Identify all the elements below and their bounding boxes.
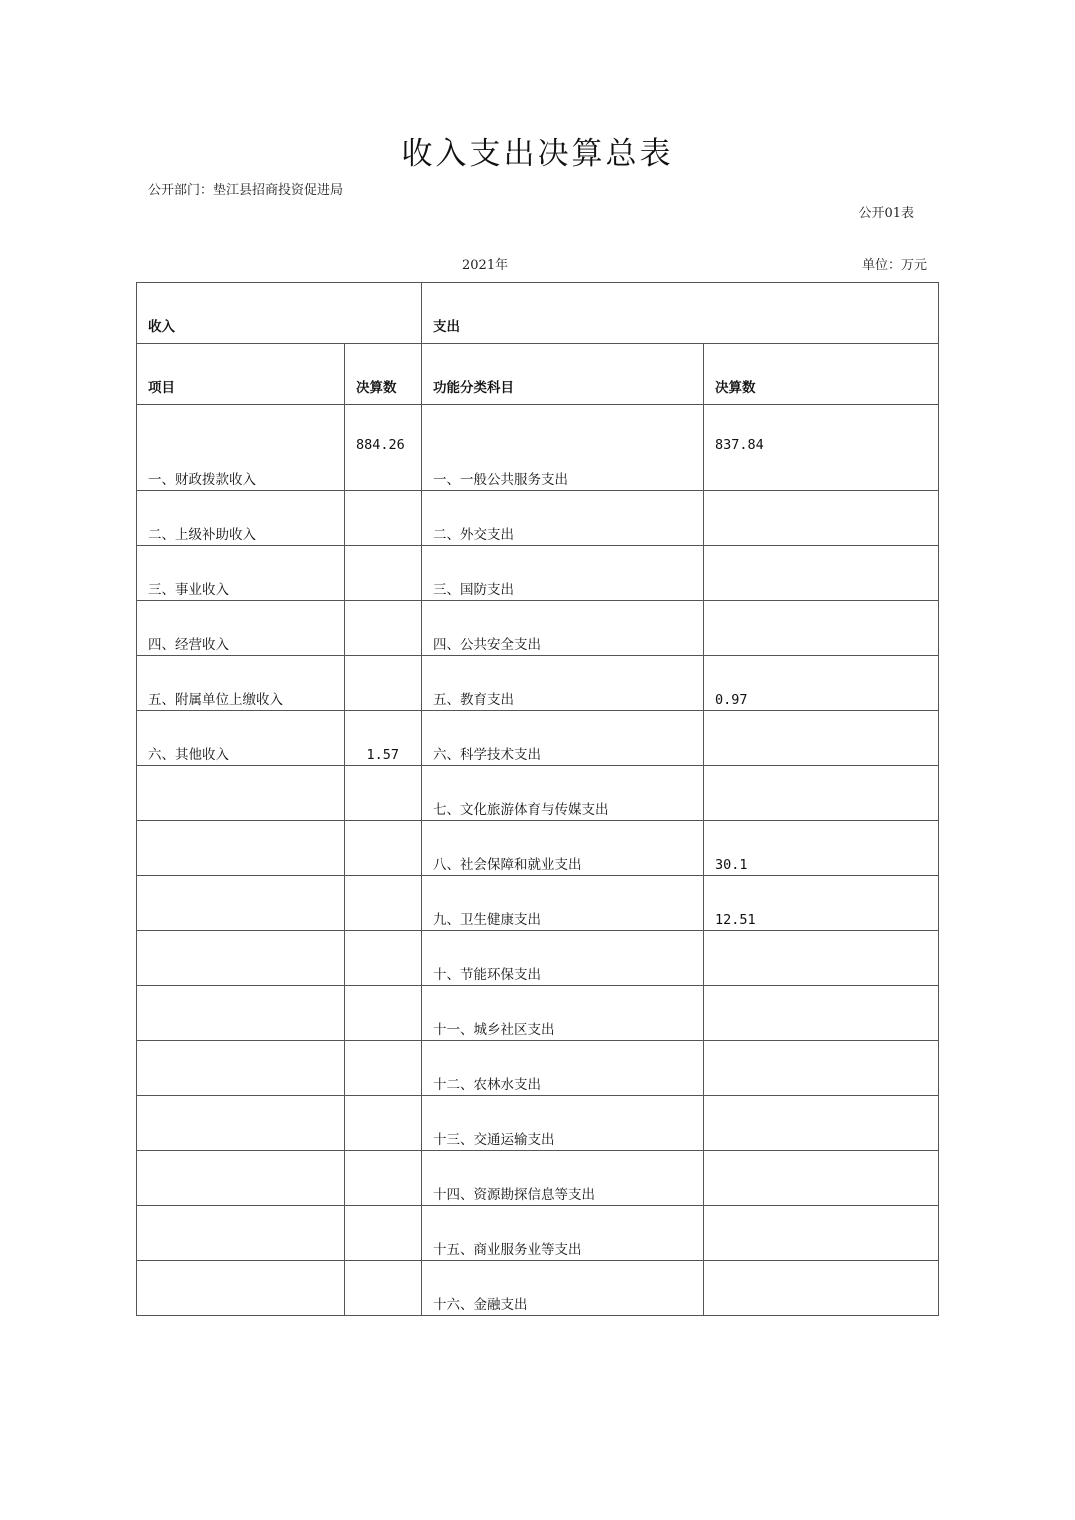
income-amount-cell (345, 491, 422, 546)
income-item-cell (137, 766, 345, 821)
income-section-header: 收入 (137, 283, 422, 344)
expense-item-cell: 五、教育支出 (422, 656, 704, 711)
expense-amount-cell: 837.84 (704, 405, 939, 491)
form-number: 公开01表 (858, 206, 914, 221)
income-item-cell (137, 986, 345, 1041)
expense-item-cell: 七、文化旅游体育与传媒支出 (422, 766, 704, 821)
expense-amount-cell (704, 1151, 939, 1206)
expense-item-cell: 三、国防支出 (422, 546, 704, 601)
table-row (137, 986, 939, 1041)
income-item-cell: 六、其他收入 (137, 711, 345, 766)
income-amount-cell (345, 1261, 422, 1316)
income-item-cell: 二、上级补助收入 (137, 491, 345, 546)
expense-amount-cell (704, 986, 939, 1041)
income-amount-cell (345, 656, 422, 711)
expense-item-cell: 十四、资源勘探信息等支出 (422, 1151, 704, 1206)
report-year: 2021年 (462, 258, 509, 273)
income-item-cell: 四、经营收入 (137, 601, 345, 656)
column-header-item: 项目 (137, 344, 345, 405)
table-row (137, 546, 939, 601)
income-amount-cell (345, 601, 422, 656)
column-header-expense-amount: 决算数 (704, 344, 939, 405)
expense-amount-cell (704, 1041, 939, 1096)
income-item-cell (137, 1041, 345, 1096)
income-item-cell (137, 1261, 345, 1316)
income-item-cell (137, 876, 345, 931)
expense-item-cell: 六、科学技术支出 (422, 711, 704, 766)
column-header-function: 功能分类科目 (422, 344, 704, 405)
expense-item-cell: 四、公共安全支出 (422, 601, 704, 656)
expense-amount-cell: 12.51 (704, 876, 939, 931)
income-item-cell (137, 931, 345, 986)
expense-amount-cell (704, 766, 939, 821)
income-amount-cell (345, 986, 422, 1041)
income-amount-cell (345, 876, 422, 931)
income-amount-cell (345, 1041, 422, 1096)
expense-amount-cell: 30.1 (704, 821, 939, 876)
income-amount-cell (345, 546, 422, 601)
income-item-cell (137, 1206, 345, 1261)
expense-item-cell: 十六、金融支出 (422, 1261, 704, 1316)
table-row (137, 766, 939, 821)
expense-amount-cell: 0.97 (704, 656, 939, 711)
department-label: 公开部门：垫江县招商投资促进局 (148, 183, 344, 198)
income-item-cell: 一、财政拨款收入 (137, 405, 345, 491)
income-amount-cell (345, 1151, 422, 1206)
income-amount-cell (345, 1096, 422, 1151)
table-row (137, 1261, 939, 1316)
income-amount-cell (345, 931, 422, 986)
expense-section-header: 支出 (422, 283, 939, 344)
table-row (137, 821, 939, 876)
expense-item-cell: 十三、交通运输支出 (422, 1096, 704, 1151)
table-section-header-row (137, 283, 939, 344)
income-item-cell: 三、事业收入 (137, 546, 345, 601)
expense-item-cell: 十、节能环保支出 (422, 931, 704, 986)
table-row (137, 711, 939, 766)
expense-amount-cell (704, 1096, 939, 1151)
expense-amount-cell (704, 546, 939, 601)
page-title: 收入支出决算总表 (401, 136, 674, 172)
table-row (137, 405, 939, 491)
table-row (137, 1041, 939, 1096)
table-row (137, 876, 939, 931)
income-item-cell (137, 1151, 345, 1206)
expense-amount-cell (704, 601, 939, 656)
expense-item-cell: 一、一般公共服务支出 (422, 405, 704, 491)
expense-amount-cell (704, 711, 939, 766)
income-item-cell (137, 821, 345, 876)
table-row (137, 491, 939, 546)
expense-amount-cell (704, 931, 939, 986)
expense-item-cell: 八、社会保障和就业支出 (422, 821, 704, 876)
expense-item-cell: 二、外交支出 (422, 491, 704, 546)
expense-item-cell: 十一、城乡社区支出 (422, 986, 704, 1041)
column-header-income-amount: 决算数 (345, 344, 422, 405)
income-item-cell: 五、附属单位上缴收入 (137, 656, 345, 711)
expense-amount-cell (704, 1206, 939, 1261)
income-expense-table (136, 282, 939, 1316)
income-amount-cell: 884.26 (345, 405, 422, 491)
income-amount-cell (345, 1206, 422, 1261)
expense-item-cell: 十二、农林水支出 (422, 1041, 704, 1096)
income-amount-cell: 1.57 (345, 711, 422, 766)
table-row (137, 1151, 939, 1206)
unit-label: 单位：万元 (861, 258, 927, 273)
expense-item-cell: 九、卫生健康支出 (422, 876, 704, 931)
expense-item-cell: 十五、商业服务业等支出 (422, 1206, 704, 1261)
table-row (137, 1096, 939, 1151)
expense-amount-cell (704, 491, 939, 546)
income-amount-cell (345, 821, 422, 876)
table-column-header-row (137, 344, 939, 405)
expense-amount-cell (704, 1261, 939, 1316)
table-row (137, 601, 939, 656)
table-row (137, 656, 939, 711)
table-row (137, 931, 939, 986)
table-row (137, 1206, 939, 1261)
income-item-cell (137, 1096, 345, 1151)
income-amount-cell (345, 766, 422, 821)
